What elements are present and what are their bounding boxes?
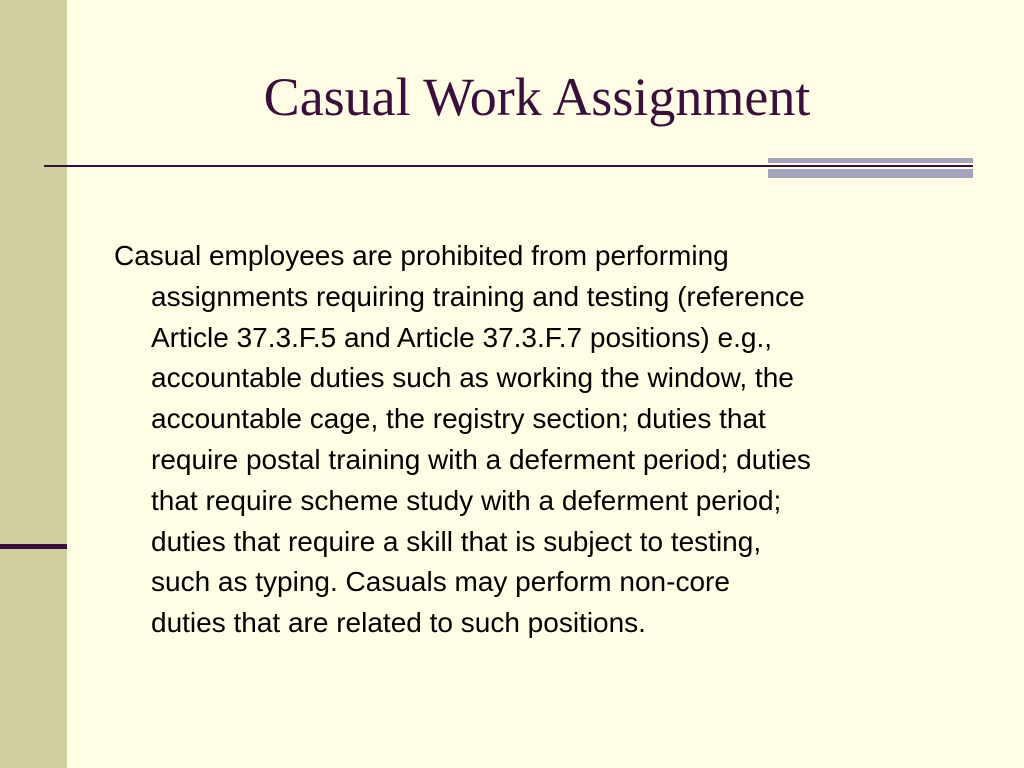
title-rule-accent-top: [768, 158, 973, 163]
slide-body-paragraph: Casual employees are prohibited from performing assignments requiring training and testing (reference Article 37.3.F.5 and Article 37.3.F.7 positions) e.g., accountable duties such as working the window, the accountable cage, the registry section; duties that require postal training with a deferment period; duties that require scheme study with a deferment period; duties that require a skill that is subject to testing, such as typing. Casuals may perform non-core duties that are related to such positions.: [114, 240, 811, 639]
title-rule-accent-bottom: [768, 169, 973, 178]
slide-title: Casual Work Assignment: [263, 67, 811, 127]
title-underline-rule: [44, 165, 770, 167]
left-band-accent-bar: [0, 544, 67, 549]
title-rule-accent-middle: [768, 165, 973, 167]
